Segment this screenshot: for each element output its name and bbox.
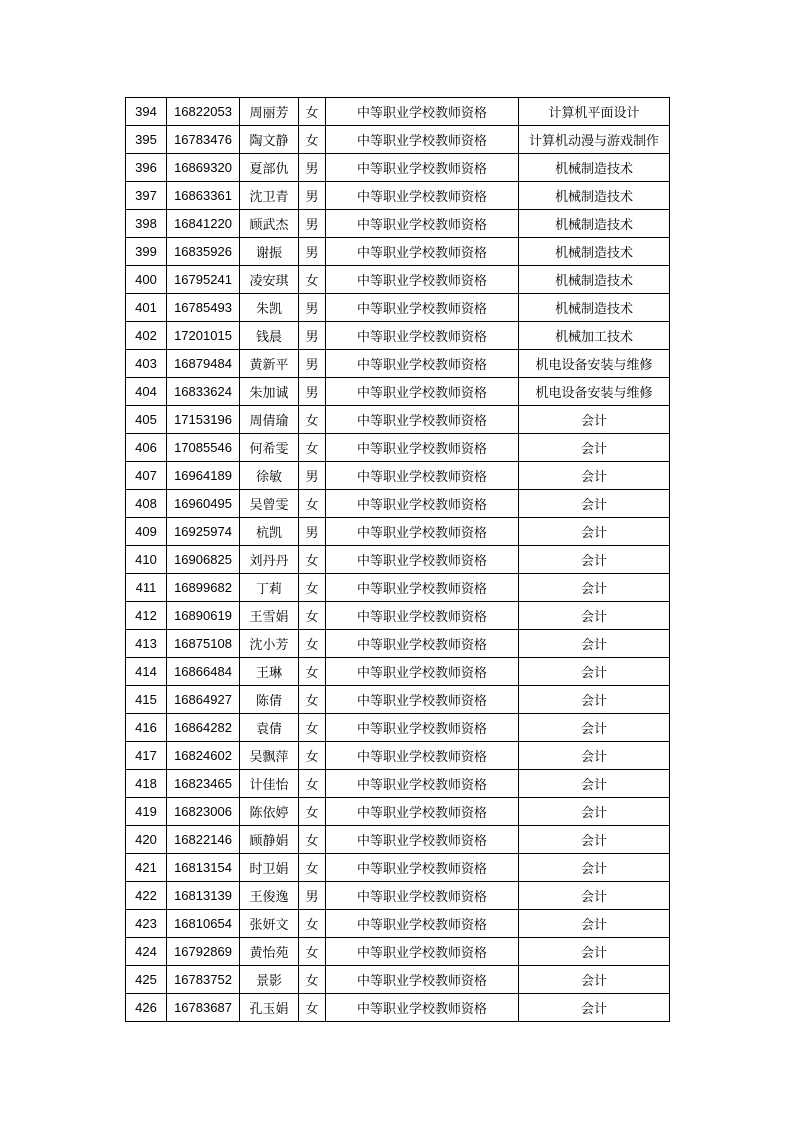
gender-cell: 男 [299,294,326,322]
subject-cell: 会计 [519,714,670,742]
subject-cell: 会计 [519,630,670,658]
table-row [126,182,670,210]
gender-cell: 女 [299,798,326,826]
gender-cell: 男 [299,462,326,490]
row-number-cell: 394 [126,98,167,126]
row-number-cell: 398 [126,210,167,238]
gender-cell: 男 [299,518,326,546]
qualification-cell: 中等职业学校教师资格 [326,658,519,686]
subject-cell: 会计 [519,574,670,602]
subject-cell: 会计 [519,406,670,434]
qualification-cell: 中等职业学校教师资格 [326,854,519,882]
subject-cell: 会计 [519,434,670,462]
name-cell: 吴飘萍 [240,742,299,770]
table-row [126,798,670,826]
subject-cell: 会计 [519,490,670,518]
name-cell: 杭凯 [240,518,299,546]
name-cell: 顾静娟 [240,826,299,854]
exam-id-cell: 16813139 [167,882,240,910]
table-row [126,154,670,182]
qualification-cell: 中等职业学校教师资格 [326,154,519,182]
gender-cell: 女 [299,602,326,630]
exam-id-cell: 16925974 [167,518,240,546]
qualification-cell: 中等职业学校教师资格 [326,462,519,490]
qualification-cell: 中等职业学校教师资格 [326,686,519,714]
row-number-cell: 411 [126,574,167,602]
gender-cell: 女 [299,126,326,154]
table-row [126,294,670,322]
subject-cell: 机械制造技术 [519,182,670,210]
subject-cell: 会计 [519,798,670,826]
qualification-cell: 中等职业学校教师资格 [326,882,519,910]
name-cell: 黄新平 [240,350,299,378]
gender-cell: 女 [299,546,326,574]
name-cell: 王琳 [240,658,299,686]
table-row [126,686,670,714]
qualification-cell: 中等职业学校教师资格 [326,126,519,154]
name-cell: 景影 [240,966,299,994]
gender-cell: 女 [299,630,326,658]
row-number-cell: 417 [126,742,167,770]
table-row [126,98,670,126]
gender-cell: 男 [299,882,326,910]
subject-cell: 会计 [519,826,670,854]
roster-table-body [126,98,670,1022]
qualification-cell: 中等职业学校教师资格 [326,798,519,826]
table-row [126,434,670,462]
exam-id-cell: 16906825 [167,546,240,574]
qualification-cell: 中等职业学校教师资格 [326,546,519,574]
name-cell: 陈依婷 [240,798,299,826]
subject-cell: 会计 [519,518,670,546]
row-number-cell: 413 [126,630,167,658]
row-number-cell: 422 [126,882,167,910]
name-cell: 袁倩 [240,714,299,742]
row-number-cell: 412 [126,602,167,630]
subject-cell: 计算机平面设计 [519,98,670,126]
subject-cell: 会计 [519,462,670,490]
qualification-cell: 中等职业学校教师资格 [326,490,519,518]
gender-cell: 男 [299,322,326,350]
name-cell: 何希雯 [240,434,299,462]
table-row [126,742,670,770]
subject-cell: 会计 [519,966,670,994]
subject-cell: 机电设备安装与维修 [519,378,670,406]
table-row [126,630,670,658]
exam-id-cell: 16783476 [167,126,240,154]
subject-cell: 会计 [519,938,670,966]
gender-cell: 女 [299,854,326,882]
qualification-cell: 中等职业学校教师资格 [326,210,519,238]
qualification-cell: 中等职业学校教师资格 [326,238,519,266]
qualification-cell: 中等职业学校教师资格 [326,378,519,406]
name-cell: 顾武杰 [240,210,299,238]
qualification-cell: 中等职业学校教师资格 [326,266,519,294]
table-row [126,854,670,882]
name-cell: 丁莉 [240,574,299,602]
exam-id-cell: 16899682 [167,574,240,602]
row-number-cell: 424 [126,938,167,966]
gender-cell: 男 [299,350,326,378]
row-number-cell: 401 [126,294,167,322]
row-number-cell: 400 [126,266,167,294]
exam-id-cell: 16823465 [167,770,240,798]
gender-cell: 女 [299,938,326,966]
qualification-cell: 中等职业学校教师资格 [326,350,519,378]
table-row [126,602,670,630]
table-row [126,910,670,938]
subject-cell: 会计 [519,602,670,630]
row-number-cell: 426 [126,994,167,1022]
row-number-cell: 395 [126,126,167,154]
row-number-cell: 425 [126,966,167,994]
name-cell: 沈卫青 [240,182,299,210]
row-number-cell: 397 [126,182,167,210]
exam-id-cell: 17153196 [167,406,240,434]
table-row [126,238,670,266]
table-row [126,350,670,378]
name-cell: 孔玉娟 [240,994,299,1022]
exam-id-cell: 17085546 [167,434,240,462]
name-cell: 计佳怡 [240,770,299,798]
table-row [126,994,670,1022]
name-cell: 王雪娟 [240,602,299,630]
gender-cell: 女 [299,406,326,434]
row-number-cell: 396 [126,154,167,182]
exam-id-cell: 16864282 [167,714,240,742]
subject-cell: 会计 [519,994,670,1022]
qualification-cell: 中等职业学校教师资格 [326,742,519,770]
exam-id-cell: 16833624 [167,378,240,406]
table-row [126,658,670,686]
table-row [126,490,670,518]
name-cell: 吴曾雯 [240,490,299,518]
exam-id-cell: 16823006 [167,798,240,826]
name-cell: 徐敏 [240,462,299,490]
exam-id-cell: 16785493 [167,294,240,322]
table-row [126,322,670,350]
row-number-cell: 419 [126,798,167,826]
gender-cell: 男 [299,378,326,406]
qualification-cell: 中等职业学校教师资格 [326,602,519,630]
row-number-cell: 410 [126,546,167,574]
subject-cell: 会计 [519,854,670,882]
exam-id-cell: 16783752 [167,966,240,994]
table-row [126,574,670,602]
gender-cell: 女 [299,966,326,994]
qualification-cell: 中等职业学校教师资格 [326,770,519,798]
gender-cell: 女 [299,742,326,770]
gender-cell: 女 [299,574,326,602]
name-cell: 刘丹丹 [240,546,299,574]
table-row [126,518,670,546]
qualification-cell: 中等职业学校教师资格 [326,98,519,126]
subject-cell: 机械制造技术 [519,154,670,182]
roster-table [125,97,670,1022]
subject-cell: 机械制造技术 [519,238,670,266]
subject-cell: 机械制造技术 [519,294,670,322]
name-cell: 沈小芳 [240,630,299,658]
row-number-cell: 416 [126,714,167,742]
subject-cell: 机械制造技术 [519,210,670,238]
row-number-cell: 414 [126,658,167,686]
name-cell: 张妍文 [240,910,299,938]
gender-cell: 女 [299,658,326,686]
gender-cell: 女 [299,714,326,742]
name-cell: 凌安琪 [240,266,299,294]
gender-cell: 男 [299,238,326,266]
subject-cell: 机械制造技术 [519,266,670,294]
table-row [126,826,670,854]
exam-id-cell: 16869320 [167,154,240,182]
name-cell: 王俊逸 [240,882,299,910]
row-number-cell: 403 [126,350,167,378]
row-number-cell: 408 [126,490,167,518]
name-cell: 朱加诚 [240,378,299,406]
name-cell: 谢振 [240,238,299,266]
qualification-cell: 中等职业学校教师资格 [326,630,519,658]
exam-id-cell: 16875108 [167,630,240,658]
row-number-cell: 418 [126,770,167,798]
exam-id-cell: 16864927 [167,686,240,714]
name-cell: 陶文静 [240,126,299,154]
qualification-cell: 中等职业学校教师资格 [326,910,519,938]
gender-cell: 男 [299,154,326,182]
subject-cell: 机电设备安装与维修 [519,350,670,378]
table-row [126,406,670,434]
subject-cell: 机械加工技术 [519,322,670,350]
name-cell: 朱凯 [240,294,299,322]
row-number-cell: 421 [126,854,167,882]
table-row [126,462,670,490]
subject-cell: 会计 [519,742,670,770]
row-number-cell: 420 [126,826,167,854]
exam-id-cell: 16964189 [167,462,240,490]
gender-cell: 女 [299,490,326,518]
qualification-cell: 中等职业学校教师资格 [326,826,519,854]
name-cell: 夏部仇 [240,154,299,182]
exam-id-cell: 16783687 [167,994,240,1022]
exam-id-cell: 16863361 [167,182,240,210]
gender-cell: 女 [299,98,326,126]
row-number-cell: 405 [126,406,167,434]
qualification-cell: 中等职业学校教师资格 [326,406,519,434]
name-cell: 时卫娟 [240,854,299,882]
qualification-cell: 中等职业学校教师资格 [326,574,519,602]
name-cell: 黄怡苑 [240,938,299,966]
row-number-cell: 409 [126,518,167,546]
exam-id-cell: 16810654 [167,910,240,938]
row-number-cell: 404 [126,378,167,406]
exam-id-cell: 16795241 [167,266,240,294]
gender-cell: 男 [299,210,326,238]
qualification-cell: 中等职业学校教师资格 [326,994,519,1022]
row-number-cell: 423 [126,910,167,938]
exam-id-cell: 16813154 [167,854,240,882]
table-row [126,770,670,798]
subject-cell: 会计 [519,882,670,910]
qualification-cell: 中等职业学校教师资格 [326,434,519,462]
subject-cell: 会计 [519,686,670,714]
table-row [126,126,670,154]
gender-cell: 女 [299,434,326,462]
table-row [126,966,670,994]
subject-cell: 会计 [519,658,670,686]
gender-cell: 女 [299,994,326,1022]
table-row [126,378,670,406]
exam-id-cell: 16879484 [167,350,240,378]
qualification-cell: 中等职业学校教师资格 [326,294,519,322]
gender-cell: 女 [299,826,326,854]
gender-cell: 女 [299,686,326,714]
subject-cell: 会计 [519,910,670,938]
exam-id-cell: 17201015 [167,322,240,350]
qualification-cell: 中等职业学校教师资格 [326,518,519,546]
subject-cell: 会计 [519,770,670,798]
row-number-cell: 406 [126,434,167,462]
exam-id-cell: 16841220 [167,210,240,238]
row-number-cell: 399 [126,238,167,266]
gender-cell: 女 [299,770,326,798]
name-cell: 周丽芳 [240,98,299,126]
qualification-cell: 中等职业学校教师资格 [326,714,519,742]
qualification-cell: 中等职业学校教师资格 [326,966,519,994]
table-row [126,210,670,238]
row-number-cell: 407 [126,462,167,490]
exam-id-cell: 16835926 [167,238,240,266]
name-cell: 陈倩 [240,686,299,714]
subject-cell: 计算机动漫与游戏制作 [519,126,670,154]
gender-cell: 女 [299,910,326,938]
row-number-cell: 402 [126,322,167,350]
exam-id-cell: 16866484 [167,658,240,686]
subject-cell: 会计 [519,546,670,574]
row-number-cell: 415 [126,686,167,714]
qualification-cell: 中等职业学校教师资格 [326,322,519,350]
table-row [126,266,670,294]
table-row [126,546,670,574]
exam-id-cell: 16792869 [167,938,240,966]
qualification-cell: 中等职业学校教师资格 [326,938,519,966]
table-row [126,882,670,910]
name-cell: 周倩瑜 [240,406,299,434]
exam-id-cell: 16822146 [167,826,240,854]
qualification-cell: 中等职业学校教师资格 [326,182,519,210]
gender-cell: 女 [299,266,326,294]
name-cell: 钱晨 [240,322,299,350]
table-row [126,938,670,966]
gender-cell: 男 [299,182,326,210]
exam-id-cell: 16890619 [167,602,240,630]
table-row [126,714,670,742]
exam-id-cell: 16824602 [167,742,240,770]
exam-id-cell: 16822053 [167,98,240,126]
exam-id-cell: 16960495 [167,490,240,518]
